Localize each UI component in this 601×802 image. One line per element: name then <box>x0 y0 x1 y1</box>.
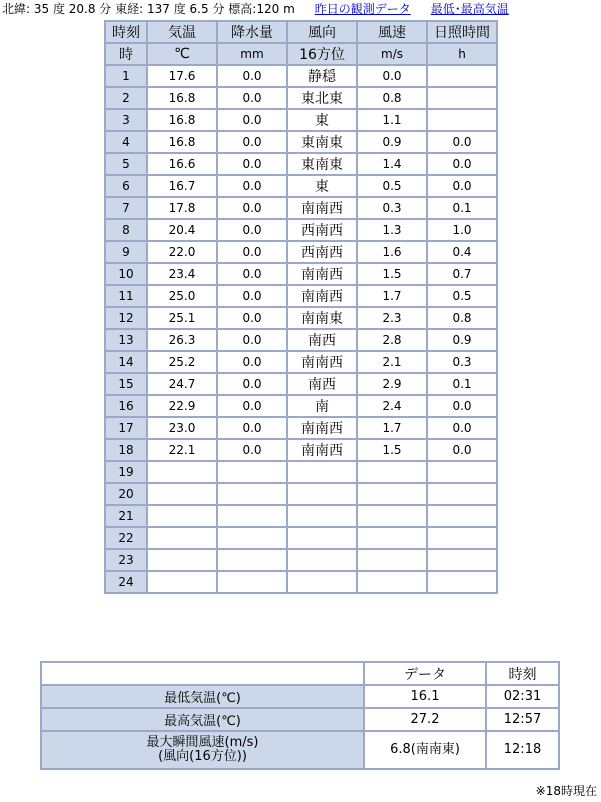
cell-sunshine <box>427 109 497 131</box>
cell-precipitation <box>217 461 287 483</box>
cell-temperature: 23.4 <box>147 263 217 285</box>
table-row <box>105 417 497 439</box>
cell-hour: 13 <box>105 329 147 351</box>
cell-temperature: 20.4 <box>147 219 217 241</box>
longitude-label: 東経 <box>115 2 140 16</box>
cell-hour: 6 <box>105 175 147 197</box>
cell-sunshine <box>427 527 497 549</box>
cell-sunshine: 0.0 <box>427 395 497 417</box>
cell-hour: 10 <box>105 263 147 285</box>
cell-sunshine: 0.0 <box>427 153 497 175</box>
cell-precipitation: 0.0 <box>217 329 287 351</box>
table-row <box>105 131 497 153</box>
cell-precipitation: 0.0 <box>217 65 287 87</box>
cell-precipitation: 0.0 <box>217 373 287 395</box>
cell-wind-direction <box>287 505 357 527</box>
cell-wind-speed: 2.3 <box>357 307 427 329</box>
cell-hour: 11 <box>105 285 147 307</box>
header-precipitation: 降水量 <box>217 21 287 43</box>
cell-precipitation: 0.0 <box>217 417 287 439</box>
cell-wind-direction: 南南西 <box>287 263 357 285</box>
cell-precipitation <box>217 549 287 571</box>
cell-temperature <box>147 505 217 527</box>
cell-wind-direction: 南南西 <box>287 439 357 461</box>
latitude-label: 北緯 <box>2 2 27 16</box>
summary-row-max-temp <box>41 708 559 731</box>
cell-temperature <box>147 549 217 571</box>
hourly-observation-table <box>104 20 498 594</box>
table-row <box>105 109 497 131</box>
cell-temperature: 16.7 <box>147 175 217 197</box>
cell-wind-speed: 1.3 <box>357 219 427 241</box>
cell-wind-direction <box>287 483 357 505</box>
cell-sunshine: 0.1 <box>427 197 497 219</box>
header-sunshine: 日照時間 <box>427 21 497 43</box>
cell-wind-direction: 静穏 <box>287 65 357 87</box>
cell-wind-direction: 南南西 <box>287 417 357 439</box>
cell-wind-direction <box>287 461 357 483</box>
cell-wind-direction: 西南西 <box>287 219 357 241</box>
cell-hour: 14 <box>105 351 147 373</box>
cell-wind-speed: 2.1 <box>357 351 427 373</box>
cell-hour: 2 <box>105 87 147 109</box>
cell-sunshine: 0.8 <box>427 307 497 329</box>
table-row <box>105 483 497 505</box>
cell-precipitation: 0.0 <box>217 351 287 373</box>
cell-temperature: 24.7 <box>147 373 217 395</box>
cell-precipitation: 0.0 <box>217 241 287 263</box>
cell-sunshine: 1.0 <box>427 219 497 241</box>
summary-header-time: 時刻 <box>486 662 559 685</box>
summary-row-max-gust <box>41 731 559 769</box>
header-hour: 時刻 <box>105 21 147 43</box>
unit-wind-speed: m/s <box>357 43 427 65</box>
cell-sunshine <box>427 87 497 109</box>
cell-temperature: 22.1 <box>147 439 217 461</box>
cell-wind-speed: 1.7 <box>357 417 427 439</box>
cell-temperature <box>147 461 217 483</box>
cell-sunshine <box>427 505 497 527</box>
table-row <box>105 241 497 263</box>
table-row <box>105 527 497 549</box>
table-row <box>105 549 497 571</box>
cell-wind-speed: 0.9 <box>357 131 427 153</box>
cell-temperature: 25.0 <box>147 285 217 307</box>
summary-table <box>40 661 560 770</box>
summary-label: 最高気温(℃) <box>41 708 364 731</box>
cell-wind-direction: 東 <box>287 109 357 131</box>
cell-wind-direction <box>287 571 357 593</box>
summary-data: 6.8(南南東) <box>364 731 486 769</box>
cell-temperature: 16.8 <box>147 131 217 153</box>
cell-wind-speed <box>357 571 427 593</box>
cell-sunshine: 0.0 <box>427 175 497 197</box>
cell-precipitation: 0.0 <box>217 197 287 219</box>
hourly-unit-row <box>105 43 497 65</box>
location-info: 北緯: 35 度 20.8 分 東経: 137 度 6.5 分 標高:120 m 昨日の観測データ 最低･最高気温 <box>2 2 509 16</box>
summary-header-blank <box>41 662 364 685</box>
cell-wind-speed <box>357 527 427 549</box>
cell-sunshine <box>427 549 497 571</box>
cell-wind-direction: 東南東 <box>287 131 357 153</box>
cell-sunshine: 0.0 <box>427 439 497 461</box>
cell-sunshine: 0.3 <box>427 351 497 373</box>
cell-wind-speed: 0.5 <box>357 175 427 197</box>
cell-precipitation <box>217 483 287 505</box>
cell-precipitation <box>217 527 287 549</box>
cell-wind-direction <box>287 549 357 571</box>
cell-precipitation: 0.0 <box>217 439 287 461</box>
cell-wind-speed: 1.5 <box>357 439 427 461</box>
cell-hour: 5 <box>105 153 147 175</box>
unit-precipitation: mm <box>217 43 287 65</box>
cell-temperature: 26.3 <box>147 329 217 351</box>
cell-sunshine: 0.7 <box>427 263 497 285</box>
cell-hour: 21 <box>105 505 147 527</box>
summary-data: 16.1 <box>364 685 486 708</box>
cell-precipitation <box>217 571 287 593</box>
table-row <box>105 175 497 197</box>
cell-sunshine: 0.0 <box>427 131 497 153</box>
cell-wind-speed: 1.4 <box>357 153 427 175</box>
cell-wind-direction: 南西 <box>287 329 357 351</box>
cell-wind-direction: 南南東 <box>287 307 357 329</box>
header-temperature: 気温 <box>147 21 217 43</box>
cell-wind-speed: 2.8 <box>357 329 427 351</box>
table-row <box>105 461 497 483</box>
table-row <box>105 197 497 219</box>
cell-hour: 22 <box>105 527 147 549</box>
unit-wind-direction: 16方位 <box>287 43 357 65</box>
cell-temperature: 22.0 <box>147 241 217 263</box>
cell-wind-speed <box>357 549 427 571</box>
cell-wind-direction: 南南西 <box>287 197 357 219</box>
cell-wind-speed <box>357 483 427 505</box>
cell-temperature: 22.9 <box>147 395 217 417</box>
cell-precipitation: 0.0 <box>217 285 287 307</box>
cell-hour: 18 <box>105 439 147 461</box>
cell-precipitation: 0.0 <box>217 263 287 285</box>
cell-sunshine: 0.0 <box>427 417 497 439</box>
summary-label: 最低気温(℃) <box>41 685 364 708</box>
cell-wind-direction: 南 <box>287 395 357 417</box>
summary-time: 12:18 <box>486 731 559 769</box>
cell-wind-speed: 0.3 <box>357 197 427 219</box>
hourly-header-row <box>105 21 497 43</box>
cell-wind-direction: 南南西 <box>287 351 357 373</box>
cell-hour: 23 <box>105 549 147 571</box>
cell-wind-direction: 東 <box>287 175 357 197</box>
table-row <box>105 263 497 285</box>
cell-precipitation <box>217 505 287 527</box>
table-row <box>105 219 497 241</box>
cell-sunshine: 0.4 <box>427 241 497 263</box>
cell-wind-speed: 0.0 <box>357 65 427 87</box>
longitude-value: 137 度 6.5 分 <box>147 2 225 16</box>
cell-temperature: 25.1 <box>147 307 217 329</box>
summary-header-data: データ <box>364 662 486 685</box>
summary-label-line2: (風向(16方位)) <box>158 749 247 764</box>
unit-hour: 時 <box>105 43 147 65</box>
cell-sunshine: 0.1 <box>427 373 497 395</box>
cell-wind-direction: 南西 <box>287 373 357 395</box>
cell-hour: 16 <box>105 395 147 417</box>
table-row <box>105 153 497 175</box>
summary-header-row <box>41 662 559 685</box>
cell-wind-speed: 1.6 <box>357 241 427 263</box>
table-row <box>105 307 497 329</box>
cell-wind-speed: 0.8 <box>357 87 427 109</box>
table-row <box>105 505 497 527</box>
cell-precipitation: 0.0 <box>217 131 287 153</box>
footnote: ※18時現在 <box>535 784 597 798</box>
yesterday-data-link[interactable]: 昨日の観測データ <box>314 2 411 16</box>
table-row <box>105 439 497 461</box>
cell-sunshine: 0.9 <box>427 329 497 351</box>
cell-hour: 12 <box>105 307 147 329</box>
cell-temperature: 17.6 <box>147 65 217 87</box>
cell-hour: 1 <box>105 65 147 87</box>
cell-wind-direction: 西南西 <box>287 241 357 263</box>
min-max-temp-link[interactable]: 最低･最高気温 <box>430 2 509 16</box>
cell-wind-speed: 1.7 <box>357 285 427 307</box>
table-row <box>105 87 497 109</box>
unit-temperature: ℃ <box>147 43 217 65</box>
cell-hour: 20 <box>105 483 147 505</box>
table-row <box>105 571 497 593</box>
cell-precipitation: 0.0 <box>217 87 287 109</box>
cell-temperature: 16.8 <box>147 87 217 109</box>
cell-temperature: 17.8 <box>147 197 217 219</box>
cell-sunshine <box>427 571 497 593</box>
cell-precipitation: 0.0 <box>217 307 287 329</box>
cell-temperature <box>147 483 217 505</box>
table-row <box>105 395 497 417</box>
cell-hour: 9 <box>105 241 147 263</box>
latitude-value: 35 度 20.8 分 <box>33 2 112 16</box>
header-wind-direction: 風向 <box>287 21 357 43</box>
cell-temperature: 25.2 <box>147 351 217 373</box>
cell-hour: 4 <box>105 131 147 153</box>
cell-precipitation: 0.0 <box>217 175 287 197</box>
summary-time: 12:57 <box>486 708 559 731</box>
summary-label <box>41 731 364 769</box>
cell-temperature: 16.8 <box>147 109 217 131</box>
summary-data: 27.2 <box>364 708 486 731</box>
summary-row-min-temp <box>41 685 559 708</box>
altitude-value: 120 m <box>256 2 295 16</box>
cell-wind-direction: 南南西 <box>287 285 357 307</box>
cell-hour: 24 <box>105 571 147 593</box>
cell-temperature <box>147 527 217 549</box>
cell-sunshine <box>427 461 497 483</box>
cell-hour: 17 <box>105 417 147 439</box>
table-row <box>105 65 497 87</box>
cell-sunshine <box>427 483 497 505</box>
cell-sunshine <box>427 65 497 87</box>
cell-wind-speed <box>357 505 427 527</box>
table-row <box>105 373 497 395</box>
cell-hour: 8 <box>105 219 147 241</box>
cell-wind-direction: 東北東 <box>287 87 357 109</box>
cell-temperature: 23.0 <box>147 417 217 439</box>
cell-precipitation: 0.0 <box>217 153 287 175</box>
table-row <box>105 329 497 351</box>
cell-precipitation: 0.0 <box>217 395 287 417</box>
cell-hour: 15 <box>105 373 147 395</box>
cell-hour: 3 <box>105 109 147 131</box>
cell-temperature: 16.6 <box>147 153 217 175</box>
altitude-label: 標高 <box>228 2 253 16</box>
cell-wind-direction: 東南東 <box>287 153 357 175</box>
cell-hour: 7 <box>105 197 147 219</box>
cell-precipitation: 0.0 <box>217 219 287 241</box>
summary-label-line1: 最大瞬間風速(m/s) <box>146 735 259 750</box>
unit-sunshine: h <box>427 43 497 65</box>
cell-temperature <box>147 571 217 593</box>
cell-wind-direction <box>287 527 357 549</box>
cell-wind-speed: 2.9 <box>357 373 427 395</box>
cell-wind-speed: 2.4 <box>357 395 427 417</box>
cell-wind-speed: 1.5 <box>357 263 427 285</box>
cell-hour: 19 <box>105 461 147 483</box>
cell-precipitation: 0.0 <box>217 109 287 131</box>
summary-time: 02:31 <box>486 685 559 708</box>
cell-sunshine: 0.5 <box>427 285 497 307</box>
cell-wind-speed: 1.1 <box>357 109 427 131</box>
header-wind-speed: 風速 <box>357 21 427 43</box>
table-row <box>105 285 497 307</box>
table-row <box>105 351 497 373</box>
cell-wind-speed <box>357 461 427 483</box>
